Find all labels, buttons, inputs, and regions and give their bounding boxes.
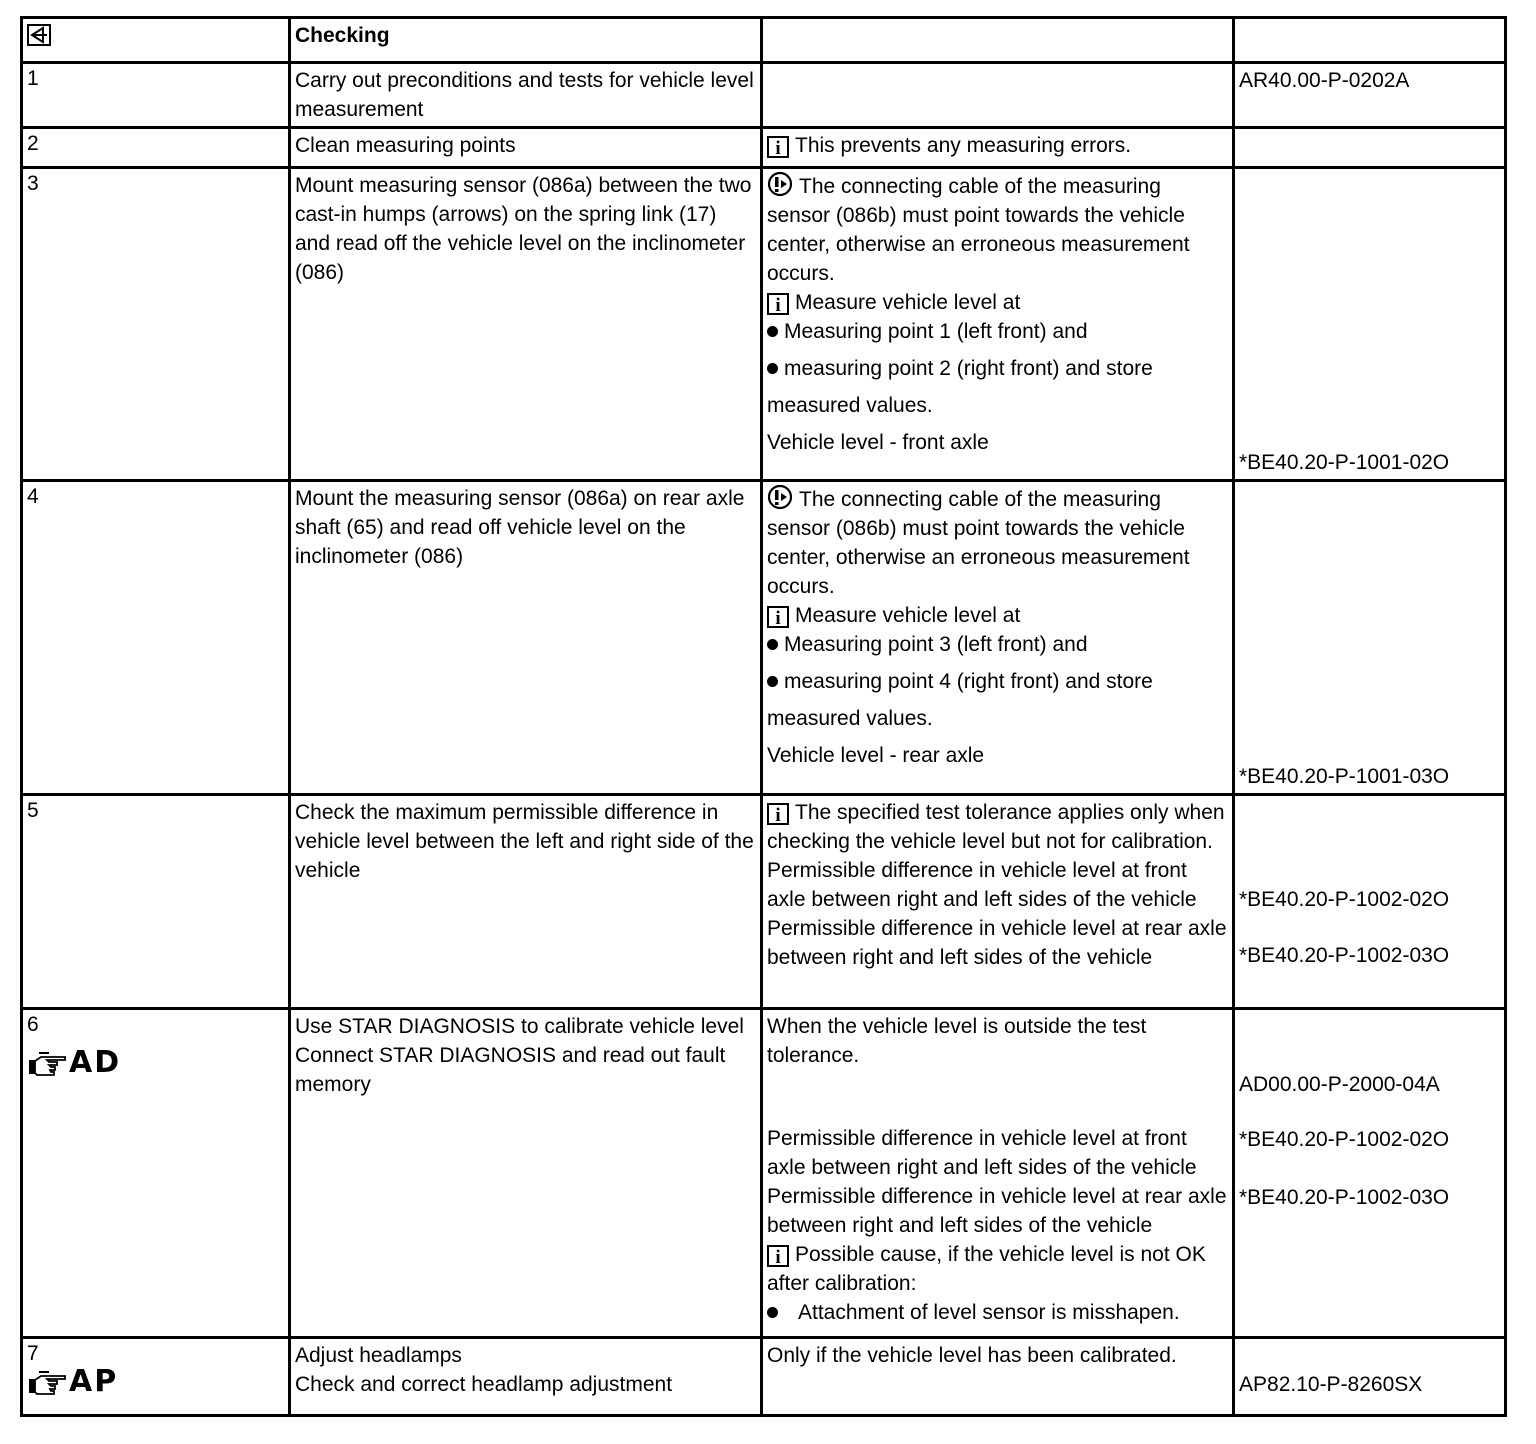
- warning-note: The connecting cable of the measuring sensor (086b) must point towards the vehicle center, otherwise an erroneous measurement occurs.: [767, 175, 1190, 285]
- bullet-icon: [767, 1307, 778, 1318]
- warning-note: The connecting cable of the measuring sensor (086b) must point towards the vehicle center, otherwise an erroneous measurement occurs.: [767, 488, 1190, 598]
- reference-link[interactable]: *BE40.20-P-1001-03O: [1239, 765, 1450, 788]
- back-cell[interactable]: [22, 18, 290, 63]
- table-row: [22, 168, 1506, 481]
- info-icon: i: [767, 1245, 789, 1267]
- step-description-cell: [290, 1009, 762, 1338]
- step-note-cell: [762, 481, 1234, 795]
- note-continuation: measured values.: [767, 707, 933, 730]
- step-description: Mount measuring sensor (086a) between the two cast-in humps (arrows) on the spring link (17) and read off the vehicle level on the inclinometer (086): [290, 168, 762, 481]
- badge-label: AD: [69, 1045, 122, 1080]
- info-note: Measure vehicle level at: [795, 604, 1021, 627]
- procedure-table: [20, 16, 1507, 1417]
- reference-cell: [1234, 128, 1506, 168]
- table-row: [22, 128, 1506, 168]
- bullet-icon: [767, 676, 778, 687]
- bullet-text: Measuring point 1 (left front) and: [784, 320, 1088, 343]
- table-header-row: [22, 18, 1506, 63]
- spec-label: Permissible difference in vehicle level at front axle between right and left sides of the vehicle: [767, 859, 1197, 911]
- step-description: Mount the measuring sensor (086a) on rear axle shaft (65) and read off vehicle level on the inclinometer (086): [290, 481, 762, 795]
- step-description: Connect STAR DIAGNOSIS and read out fault memory: [295, 1044, 726, 1096]
- condition-note: When the vehicle level is outside the test tolerance.: [767, 1015, 1147, 1067]
- badge-label: AP: [69, 1364, 119, 1399]
- info-icon: i: [767, 293, 789, 315]
- spec-label: Vehicle level - rear axle: [767, 744, 985, 767]
- section-title: Checking: [290, 18, 762, 63]
- info-note: Possible cause, if the vehicle level is not OK after calibration:: [767, 1243, 1206, 1295]
- step-number: 5: [27, 799, 39, 822]
- reference-link[interactable]: AD00.00-P-2000-04A: [1239, 1073, 1440, 1096]
- pointing-hand-icon: [27, 1048, 67, 1078]
- spec-label: Permissible difference in vehicle level at rear axle between right and left sides of the vehicle: [767, 917, 1227, 969]
- info-icon: i: [767, 136, 789, 158]
- header-empty-cell: [762, 18, 1234, 63]
- reference-cell: [1234, 795, 1506, 1009]
- bullet-icon: [767, 326, 778, 337]
- info-icon: i: [767, 803, 789, 825]
- step-note-cell: [762, 168, 1234, 481]
- warning-icon: [767, 484, 793, 510]
- table-row: [22, 795, 1506, 1009]
- table-row: [22, 63, 1506, 128]
- bullet-text: Measuring point 3 (left front) and: [784, 633, 1088, 656]
- table-row: [22, 1338, 1506, 1416]
- step-number: 2: [27, 132, 39, 155]
- bullet-text: measuring point 4 (right front) and store: [784, 670, 1153, 693]
- step-note-cell: [762, 1009, 1234, 1338]
- info-note: This prevents any measuring errors.: [795, 134, 1132, 157]
- table-row: [22, 1009, 1506, 1338]
- reference-link[interactable]: *BE40.20-P-1001-02O: [1239, 451, 1450, 474]
- step-note-cell: [762, 128, 1234, 168]
- back-arrow-icon[interactable]: [27, 24, 51, 46]
- spec-label: Permissible difference in vehicle level at front axle between right and left sides of the vehicle: [767, 1127, 1197, 1179]
- reference-cell: [1234, 1338, 1506, 1416]
- step-description: Adjust headlamps: [295, 1344, 462, 1367]
- spec-label: Vehicle level - front axle: [767, 431, 989, 454]
- step-note-cell: [762, 795, 1234, 1009]
- reference-link[interactable]: *BE40.20-P-1002-03O: [1239, 944, 1450, 967]
- step-number: 3: [27, 172, 39, 195]
- bullet-text: measuring point 2 (right front) and store: [784, 357, 1153, 380]
- step-number: 4: [27, 485, 39, 508]
- reference-link[interactable]: AP82.10-P-8260SX: [1239, 1373, 1423, 1396]
- info-note: The specified test tolerance applies only when checking the vehicle level but not for calibration.: [767, 801, 1225, 853]
- reference-link[interactable]: *BE40.20-P-1002-03O: [1239, 1186, 1450, 1209]
- header-empty-cell: [1234, 18, 1506, 63]
- info-note: Measure vehicle level at: [795, 291, 1021, 314]
- step-number: 7: [27, 1342, 39, 1365]
- step-note-cell: [762, 63, 1234, 128]
- step-number: 6: [27, 1013, 39, 1036]
- bullet-icon: [767, 639, 778, 650]
- reference-cell: [1234, 481, 1506, 795]
- condition-note: Only if the vehicle level has been calibrated.: [762, 1338, 1234, 1416]
- reference-link[interactable]: *BE40.20-P-1002-02O: [1239, 888, 1450, 911]
- reference-link[interactable]: *BE40.20-P-1002-02O: [1239, 1128, 1450, 1151]
- step-description: Check and correct headlamp adjustment: [295, 1373, 673, 1396]
- table-row: [22, 481, 1506, 795]
- reference-link[interactable]: AR40.00-P-0202A: [1234, 63, 1506, 128]
- step-description: Check the maximum permissible difference in vehicle level between the left and right side of the vehicle: [290, 795, 762, 1009]
- bullet-icon: [767, 363, 778, 374]
- warning-icon: [767, 171, 793, 197]
- spec-label: Permissible difference in vehicle level at rear axle between right and left sides of the vehicle: [767, 1185, 1227, 1237]
- reference-cell: [1234, 168, 1506, 481]
- bullet-text: Attachment of level sensor is misshapen.: [798, 1301, 1180, 1324]
- step-number: 1: [27, 67, 39, 90]
- step-description: Use STAR DIAGNOSIS to calibrate vehicle level: [295, 1015, 744, 1038]
- step-description: Carry out preconditions and tests for vehicle level measurement: [290, 63, 762, 128]
- info-icon: i: [767, 606, 789, 628]
- step-description: Clean measuring points: [290, 128, 762, 168]
- ap-badge: [27, 1364, 119, 1399]
- pointing-hand-icon: [27, 1367, 67, 1397]
- note-continuation: measured values.: [767, 394, 933, 417]
- reference-cell: [1234, 1009, 1506, 1338]
- ad-badge: [27, 1045, 122, 1080]
- step-description-cell: [290, 1338, 762, 1416]
